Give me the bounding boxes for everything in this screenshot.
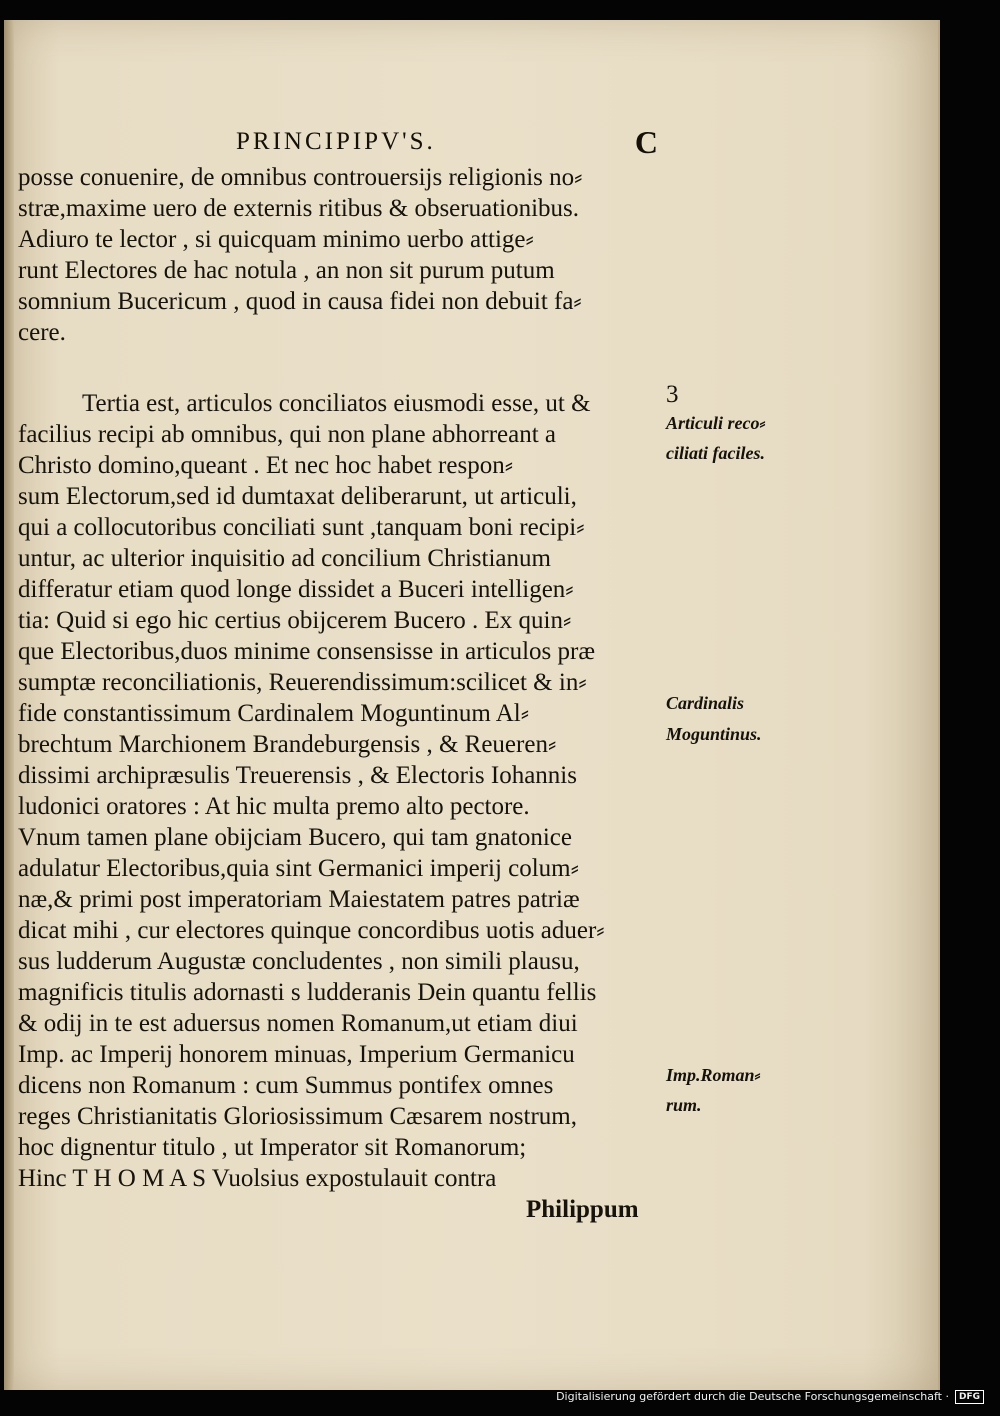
text-line: que Electoribus,duos minime consensisse in articulos præ [18,638,595,665]
text-line: fide constantissimum Cardinalem Moguntinum Al⸗ [18,700,530,727]
text-line: dicat mihi , cur electores quinque concordibus uotis aduer⸗ [18,917,605,944]
text-line: magnificis titulis adornasti s ludderanis Dein quantu fellis [18,979,597,1006]
text-line: cere. [18,319,66,346]
margin-note-line: ciliati faciles. [666,443,765,463]
text-line: Imp. ac Imperij honorem minuas, Imperium Germanicu [18,1041,575,1068]
text-line: runt Electores de hac notula , an non sit purum putum [18,257,555,284]
main-text [18,162,668,1225]
margin-note-line: Moguntinus. [666,724,762,744]
text-line: Tertia est, articulos conciliatos eiusmodi esse, ut & [82,390,591,417]
text-line: reges Christianitatis Gloriosissimum Cæsarem nostrum, [18,1103,577,1130]
margin-note-line: Articuli reco⸗ [666,413,766,433]
text-line: & odij in te est aduersus nomen Romanum,ut etiam diui [18,1010,578,1037]
text-line: posse conuenire, de omnibus controuersijs religionis no⸗ [18,164,583,191]
running-head: PRINCIPIPV'S. [236,128,436,155]
text-line: ludonici oratores : At hic multa premo alto pectore. [18,793,530,820]
text-line: tia: Quid si ego hic certius obijcerem Bucero . Ex quin⸗ [18,607,572,634]
page-edge [4,20,14,1390]
text-line: dicens non Romanum : cum Summus pontifex omnes [18,1072,554,1099]
text-line: Adiuro te lector , si quicquam minimo uerbo attige⸗ [18,226,534,253]
text-line: stræ,maxime uero de externis ritibus & obseruationibus. [18,195,580,222]
text-line: sumptæ reconciliationis, Reuerendissimum:scilicet & in⸗ [18,669,587,696]
text-line: qui a collocutoribus conciliati sunt ,tanquam boni recipi⸗ [18,514,585,541]
text-line: untur, ac ulterior inquisitio ad concilium Christianum [18,545,551,572]
digitization-credit [556,1390,984,1404]
text-line: somnium Bucericum , quod in causa fidei non debuit fa⸗ [18,288,582,315]
text-line: Hinc T H O M A S Vuolsius expostulauit contra [18,1165,497,1192]
signature-mark: C [634,124,658,160]
text-line: hoc dignentur titulo , ut Imperator sit Romanorum; [18,1134,527,1161]
dfg-logo: DFG [955,1390,984,1404]
text-line: Vnum tamen plane obijciam Bucero, qui tam gnatonice [18,824,573,851]
margin-note-line: Cardinalis [666,693,745,713]
text-line: sus ludderum Augustæ concludentes , non simili plausu, [18,948,580,975]
text-line: differatur etiam quod longe dissidet a Buceri intelligen⸗ [18,576,574,603]
text-line: dissimi archipræsulis Treuerensis , & Electoris Iohannis [18,762,577,789]
page-header [232,124,662,164]
text-line: facilius recipi ab omnibus, qui non plane abhorreant a [18,421,557,448]
text-line: adulatur Electoribus,quia sint Germanici imperij colum⸗ [18,855,579,882]
text-line: næ,& primi post imperatoriam Maiestatem patres patriæ [18,886,580,913]
paragraph-gap [18,348,668,388]
text-line: sum Electorum,sed id dumtaxat deliberarunt, ut articuli, [18,483,577,510]
credit-text: Digitalisierung gefördert durch die Deutsche Forschungsgemeinschaft · [556,1390,949,1403]
margin-note-line: rum. [666,1095,702,1115]
margin-number: 3 [666,381,679,408]
catchword: Philippum [526,1196,639,1223]
text-line: brechtum Marchionem Brandeburgensis , & Reueren⸗ [18,731,557,758]
margin-note-line: Imp.Roman⸗ [666,1065,761,1085]
text-line: Christo domino,queant . Et nec hoc habet respon⸗ [18,452,514,479]
